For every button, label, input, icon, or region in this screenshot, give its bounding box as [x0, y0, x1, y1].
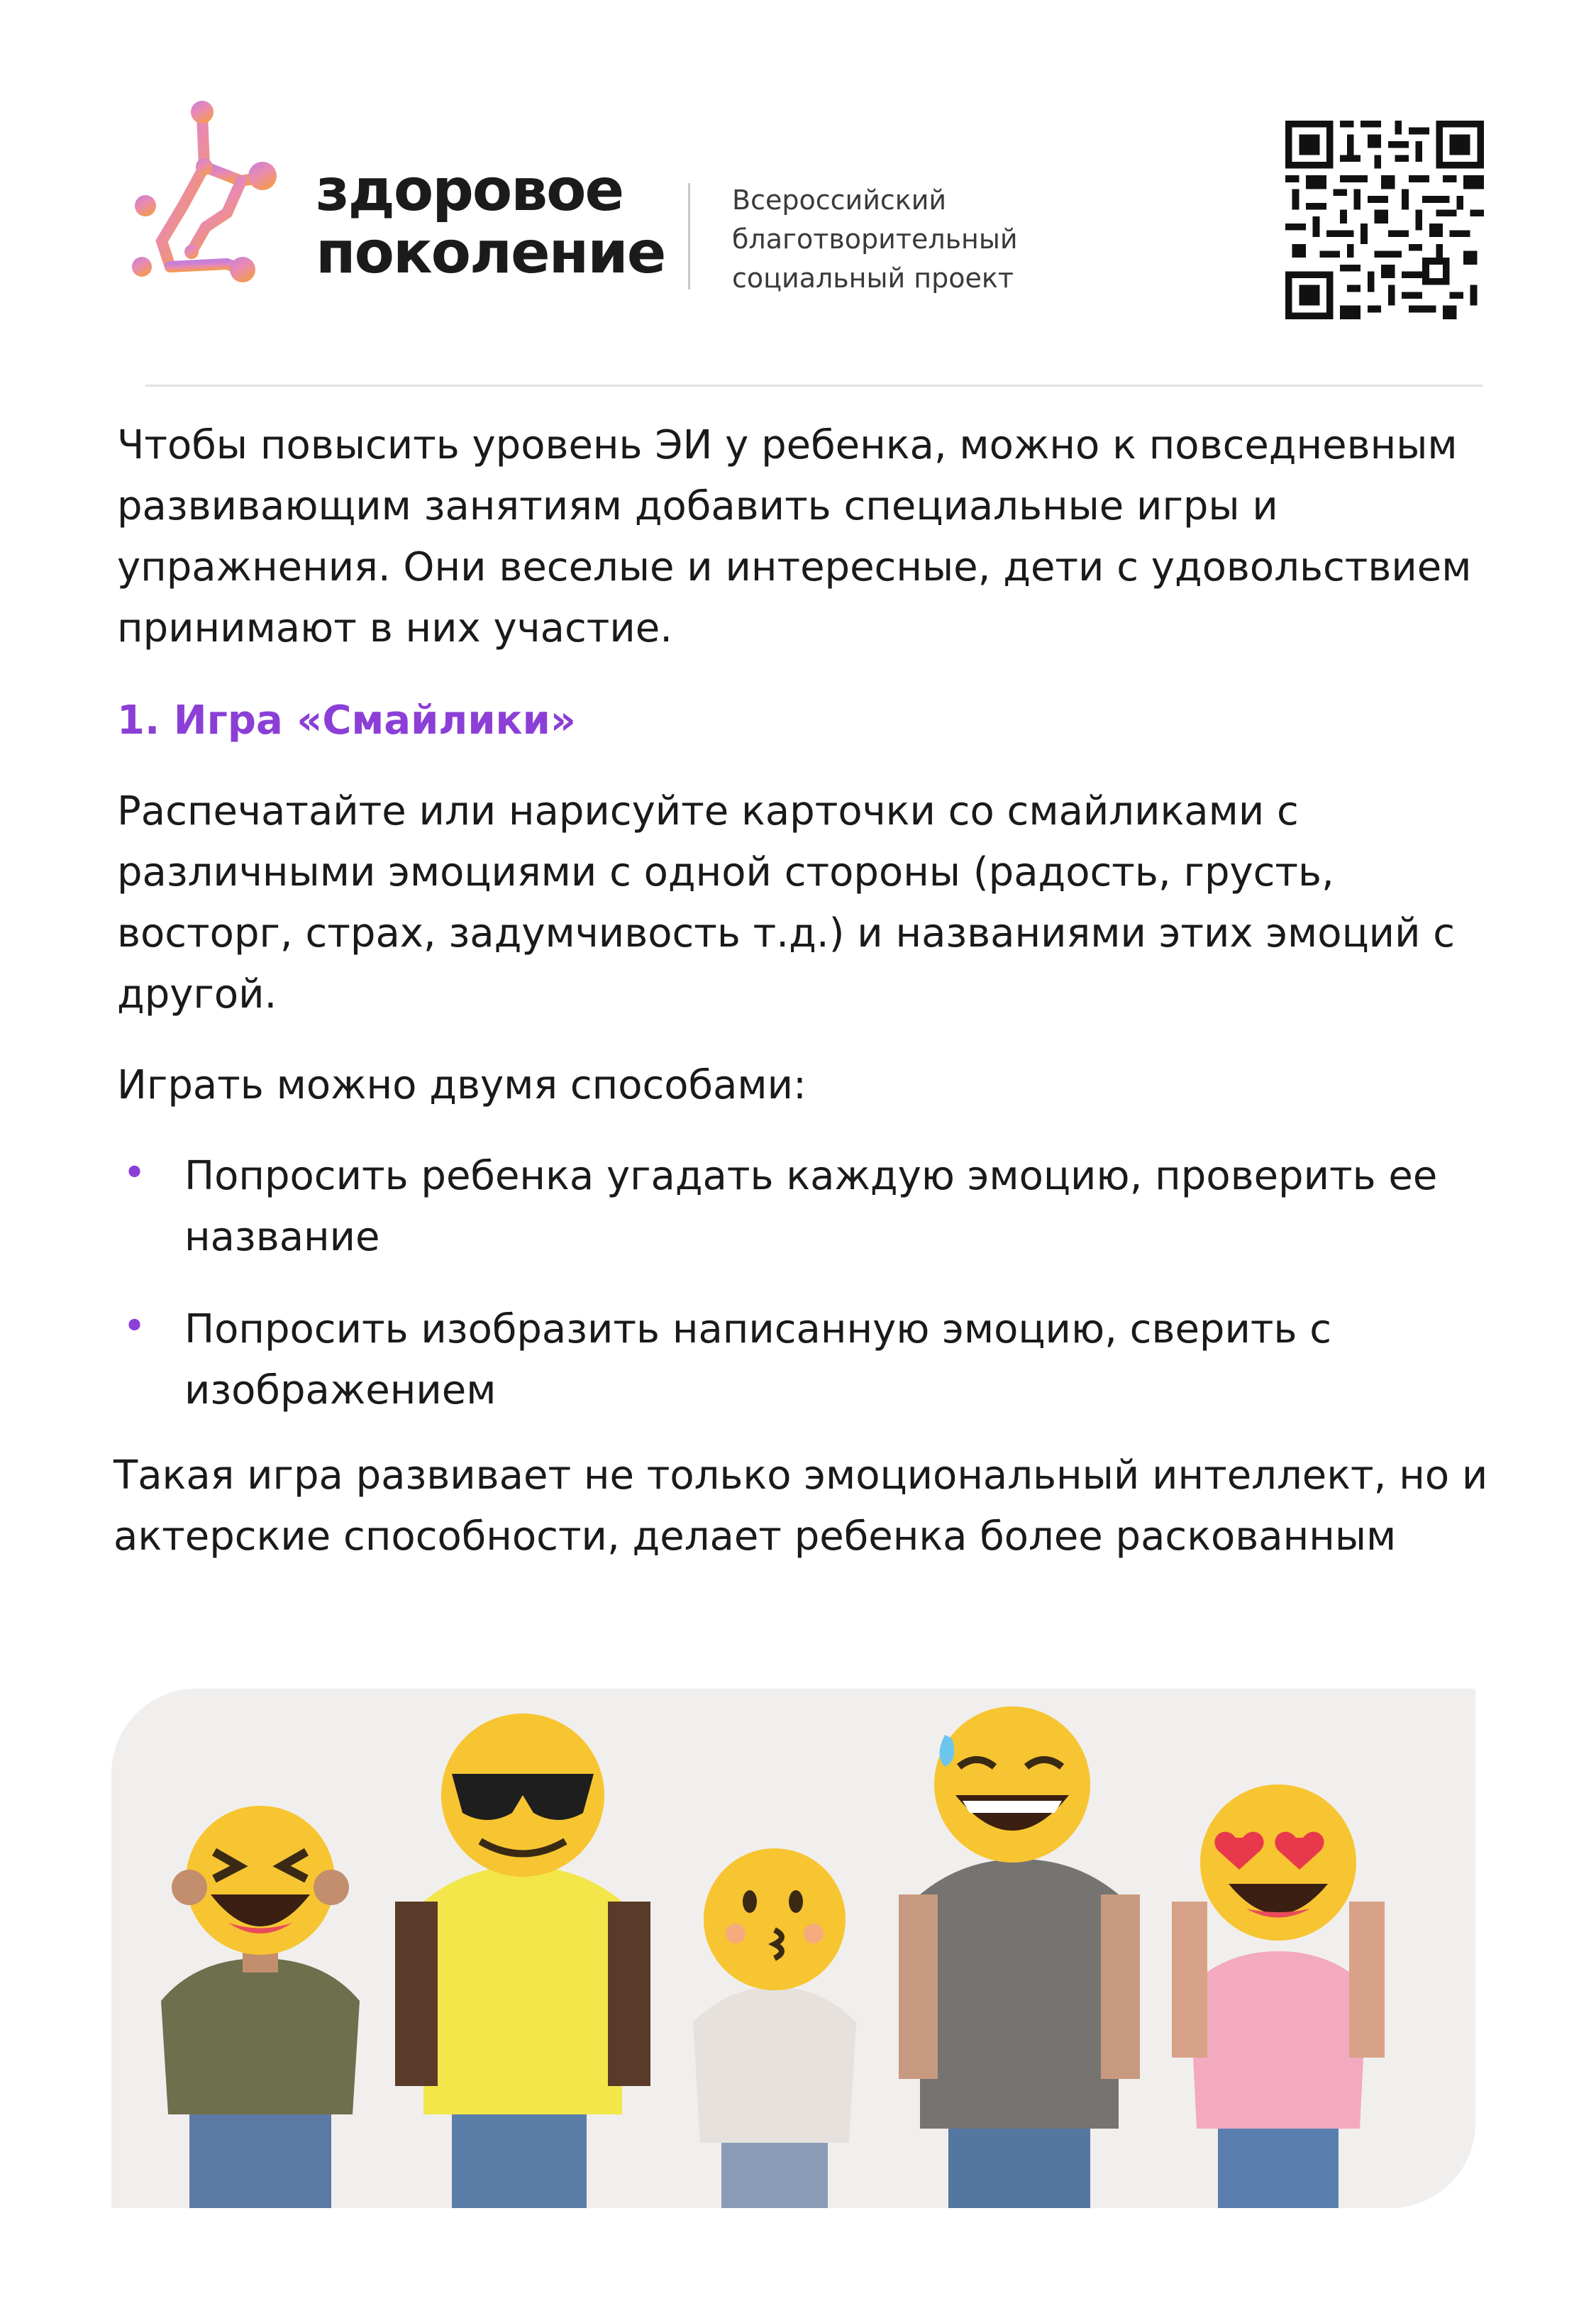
brand-name [316, 157, 665, 287]
page-header [0, 0, 1596, 397]
intro-paragraph: Чтобы повысить уровень ЭИ у ребенка, можно к повседневным развивающим занятиям добавить специальные игры и упражнения. Они веселые и интересные, дети с удовольствием принимают в них участие. [117, 422, 1472, 651]
brand-line-1: здоровое [316, 157, 624, 224]
list-item-text: Попросить изобразить написанную эмоцию, сверить с изображением [184, 1306, 1332, 1413]
list-item-text: Попросить ребенка угадать каждую эмоцию, проверить ее название [184, 1153, 1438, 1260]
tagline-line-2: благотворительный [732, 224, 1018, 255]
tagline-line-1: Всероссийский [732, 184, 947, 216]
ways-to-play-paragraph: Играть можно двумя способами: [117, 1062, 807, 1108]
list-item [117, 1299, 1507, 1421]
instructions-paragraph: Распечатайте или нарисуйте карточки со смайликами с различными эмоциями с одной стороны (радость, грусть, восторг, страх, задумчивость т.д.) и названиями этих эмоций с другой. [117, 788, 1456, 1017]
article-body [113, 415, 1507, 1567]
header-horizontal-divider [145, 385, 1483, 387]
bullet-list [117, 1146, 1507, 1421]
people-holding-emoji-faces-image [111, 1689, 1475, 2208]
brand-line-2: поколение [316, 219, 665, 287]
section-title: 1. Игра «Смайлики» [117, 697, 576, 744]
tagline [732, 181, 1018, 298]
outro-paragraph: Такая игра развивает не только эмоциональный интеллект, но и актерские способности, делает ребенка более раскованным [113, 1452, 1488, 1560]
list-item [117, 1146, 1507, 1268]
person-1 [161, 1806, 360, 2208]
header-vertical-divider [688, 183, 690, 289]
tagline-line-3: социальный проект [732, 263, 1014, 294]
bullet-dot: • [123, 1150, 147, 1196]
qr-code-icon[interactable] [1285, 121, 1484, 319]
bullet-dot: • [123, 1303, 147, 1350]
molecule-logo-icon [121, 99, 284, 291]
